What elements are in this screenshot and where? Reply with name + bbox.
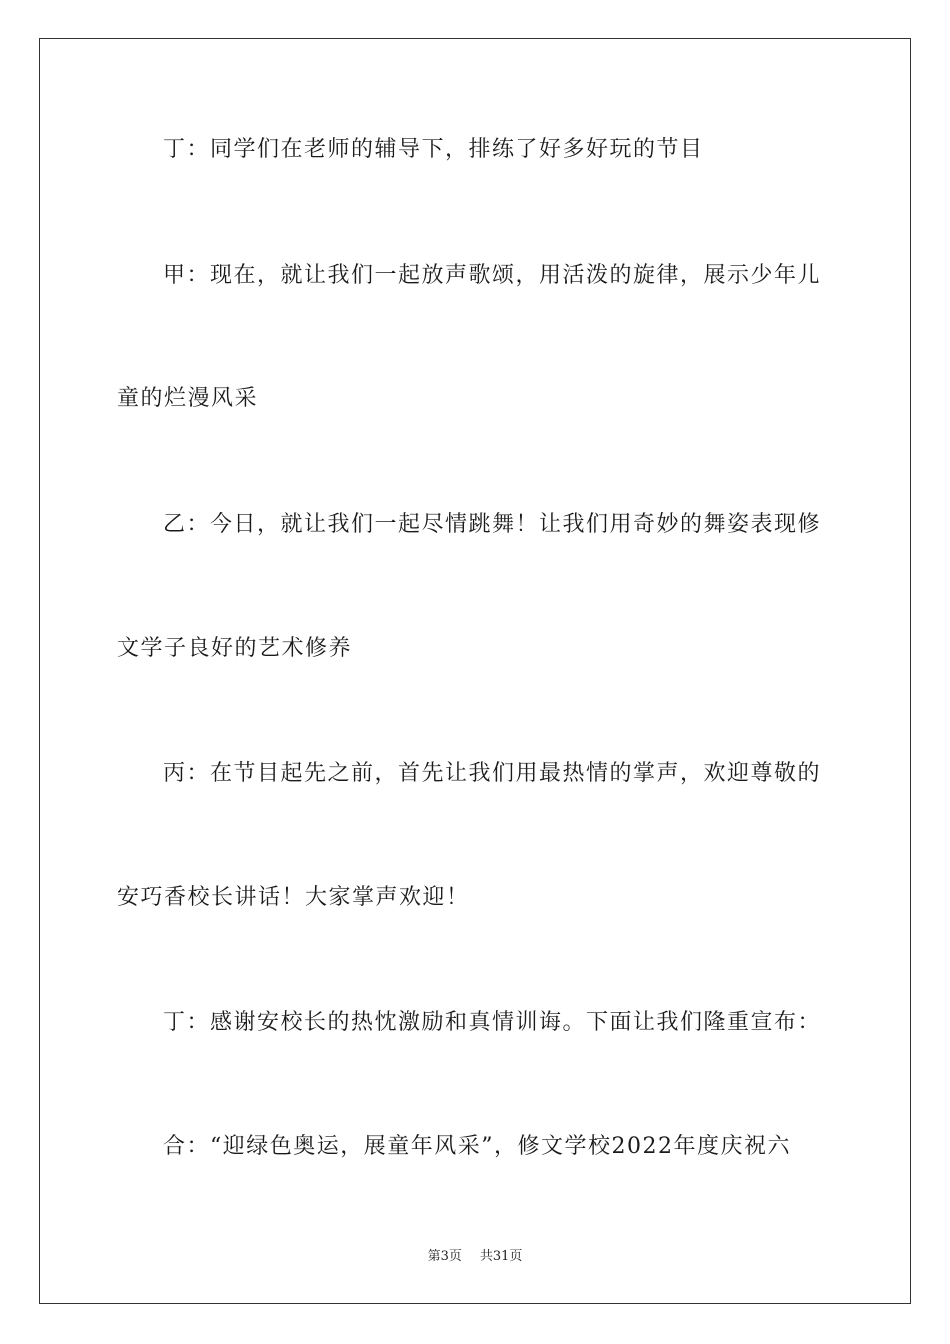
paragraph-line: 文学子良好的艺术修养 xyxy=(117,636,353,661)
paragraph-line: 甲：现在，就让我们一起放声歌颂，用活泼的旋律，展示少年儿 xyxy=(163,263,822,288)
paragraph-line: 丁：同学们在老师的辅导下，排练了好多好玩的节目 xyxy=(163,137,704,162)
paragraph-line: 安巧香校长讲话！大家掌声欢迎！ xyxy=(117,885,470,910)
paragraph-line: 合：“迎绿色奥运，展童年风采”，修文学校2022年度庆祝六 xyxy=(163,1134,791,1159)
paragraph-line: 丁：感谢安校长的热忱激励和真情训诲。下面让我们隆重宣布： xyxy=(163,1010,822,1035)
page-number: 第3页 xyxy=(427,1249,462,1264)
page-total: 共31页 xyxy=(479,1249,523,1264)
page-footer xyxy=(0,1245,950,1264)
page-border xyxy=(39,38,911,1304)
paragraph-line: 乙：今日，就让我们一起尽情跳舞！让我们用奇妙的舞姿表现修 xyxy=(163,512,822,537)
paragraph-line: 童的烂漫风采 xyxy=(117,386,259,411)
paragraph-line: 丙：在节目起先之前，首先让我们用最热情的掌声，欢迎尊敬的 xyxy=(163,761,822,786)
